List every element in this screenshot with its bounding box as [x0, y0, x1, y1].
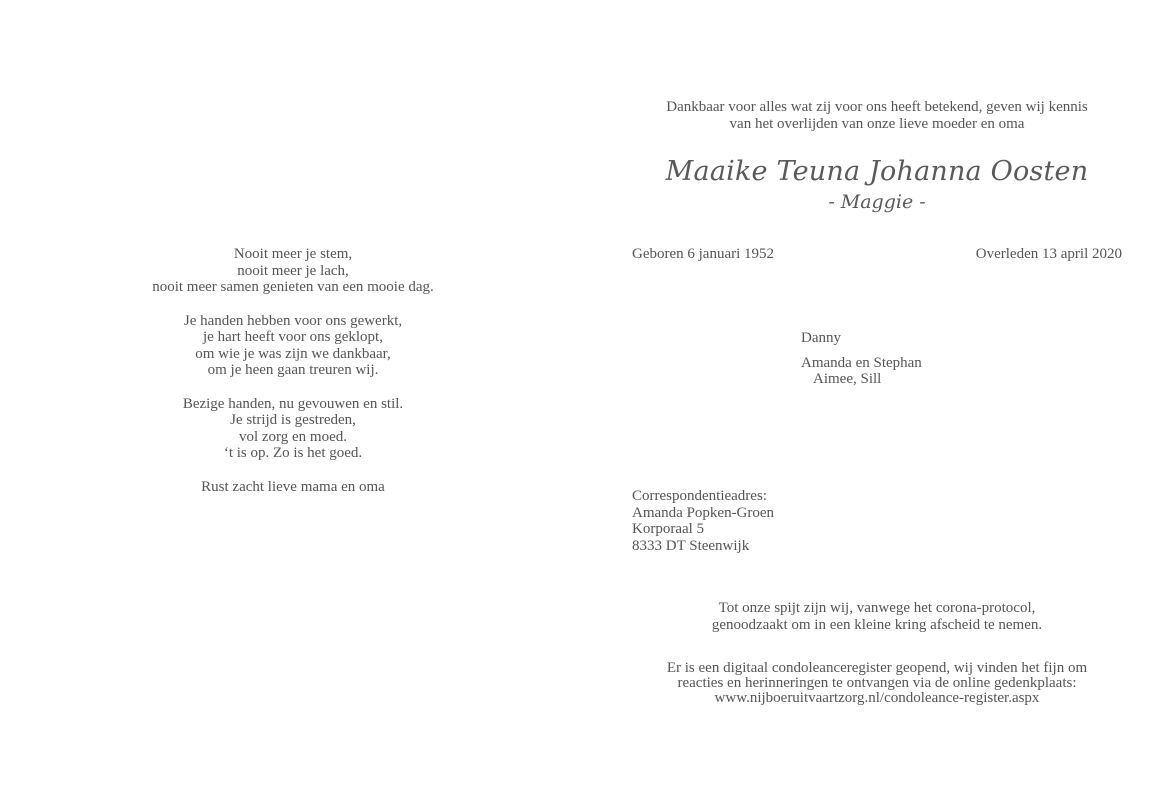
poem-line: om je heen gaan treuren wij.: [207, 362, 379, 378]
death-date: Overleden 13 april 2020: [975, 246, 1122, 262]
poem-line: Je handen hebben voor ons gewerkt,: [183, 312, 403, 329]
condolence-line: Er is een digitaal condoleanceregister geopend, wij vinden het fijn om: [666, 660, 1088, 676]
address-label: Correspondentieadres:: [632, 488, 767, 504]
poem-line: Bezige handen, nu gevouwen en stil.: [182, 395, 404, 412]
poem-line: je hart heeft voor ons geklopt,: [203, 329, 383, 345]
birth-date: Geboren 6 januari 1952: [632, 246, 775, 262]
condolence-line: reacties en herinneringen te ontvangen via de online gedenkplaats:: [677, 675, 1077, 691]
intro-line: Dankbaar voor alles wat zij voor ons heeft betekend, geven wij kennis: [666, 99, 1088, 115]
address-street: Korporaal 5: [632, 521, 705, 537]
family-child-1: Danny: [801, 330, 841, 346]
poem: [120, 246, 466, 495]
deceased-nickname: - Maggie -: [828, 191, 926, 213]
poem-line: Je strijd is gestreden,: [230, 412, 356, 428]
address-city: 8333 DT Steenwijk: [632, 537, 750, 554]
deceased-name: Maaike Teuna Johanna Oosten: [665, 156, 1089, 187]
correspondence-address: [632, 488, 774, 554]
corona-line: Tot onze spijt zijn wij, vanwege het corona-protocol,: [718, 600, 1036, 616]
corona-notice: [626, 600, 1128, 633]
condolence-url[interactable]: www.nijboeruitvaartzorg.nl/condoleance-register.aspx: [714, 690, 1040, 706]
poem-stanza-2: [120, 313, 466, 379]
poem-farewell: Rust zacht lieve mama en oma: [201, 478, 385, 495]
poem-line: Nooit meer je stem,: [233, 246, 353, 262]
poem-line: nooit meer samen genieten van een mooie dag.: [152, 279, 434, 295]
corona-line: genoodzaakt om in een kleine kring afscheid te nemen.: [711, 616, 1043, 633]
poem-line: vol zorg en moed.: [238, 428, 348, 445]
family-grandchildren: Aimee, Sill: [813, 371, 882, 387]
condolence-notice: [626, 661, 1128, 706]
family-list: [801, 330, 922, 388]
poem-stanza-1: [120, 246, 466, 296]
family-child-2: Amanda en Stephan: [801, 354, 922, 371]
poem-line: ‘t is op. Zo is het goed.: [223, 445, 363, 461]
poem-line: om wie je was zijn we dankbaar,: [195, 345, 391, 362]
poem-line: nooit meer je lach,: [237, 262, 349, 279]
intro-line: van het overlijden van onze lieve moeder en oma: [729, 115, 1025, 132]
poem-stanza-3: [120, 396, 466, 462]
address-name: Amanda Popken-Groen: [632, 504, 775, 521]
announcement-intro: [626, 99, 1128, 132]
